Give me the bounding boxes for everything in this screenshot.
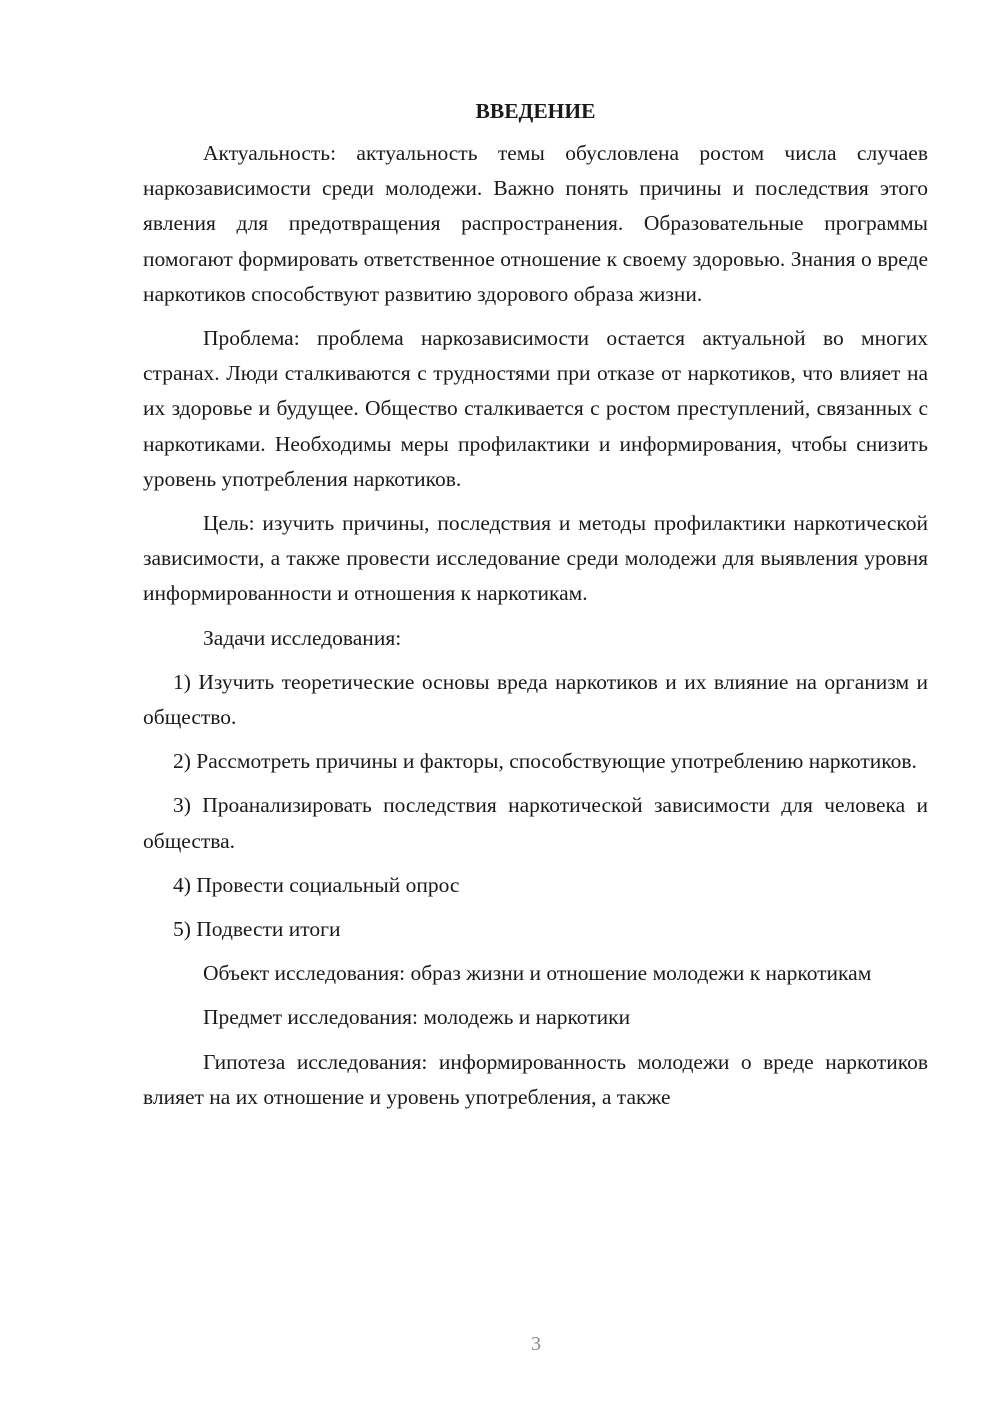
relevance-paragraph: Актуальность: актуальность темы обусловлена ростом числа случаев наркозависимости среди молодежи. Важно понять причины и последствия этого явления для предотвращения распространения. Образовательные программы помогают формировать ответственное отношение к своему здоровью. Знания о вреде наркотиков способствуют развитию здорового образа жизни. (143, 141, 928, 306)
object-paragraph: Объект исследования: образ жизни и отношение молодежи к наркотикам (203, 961, 872, 986)
task-item-4: 4) Провести социальный опрос (173, 872, 460, 897)
task-item-3: 3) Проанализировать последствия наркотической зависимости для человека и общества. (143, 793, 928, 853)
subject-paragraph: Предмет исследования: молодежь и наркотики (203, 1005, 631, 1030)
hypothesis-paragraph: Гипотеза исследования: информированность молодежи о вреде наркотиков влияет на их отношение и уровень употребления, а также (143, 1049, 928, 1109)
task-item-5: 5) Подвести итоги (173, 917, 341, 942)
page-number: 3 (531, 1333, 541, 1355)
task-item-1: 1) Изучить теоретические основы вреда наркотиков и их влияние на организм и общество. (143, 669, 928, 730)
goal-paragraph: Цель: изучить причины, последствия и методы профилактики наркотической зависимости, а также провести исследование среди молодежи для выявления уровня информированности и отношения к наркотикам. (143, 511, 928, 606)
tasks-heading: Задачи исследования: (203, 625, 402, 650)
section-title: ВВЕДЕНИЕ (475, 99, 596, 123)
page-content (143, 96, 928, 1115)
task-item-2: 2) Рассмотреть причины и факторы, способствующие употреблению наркотиков. (173, 749, 917, 774)
problem-paragraph: Проблема: проблема наркозависимости остается актуальной во многих странах. Люди сталкиваются с трудностями при отказе от наркотиков, что влияет на их здоровье и будущее. Общество сталкивается с ростом преступлений, связанных с наркотиками. Необходимы меры профилактики и информирования, чтобы снизить уровень употребления наркотиков. (143, 326, 928, 491)
